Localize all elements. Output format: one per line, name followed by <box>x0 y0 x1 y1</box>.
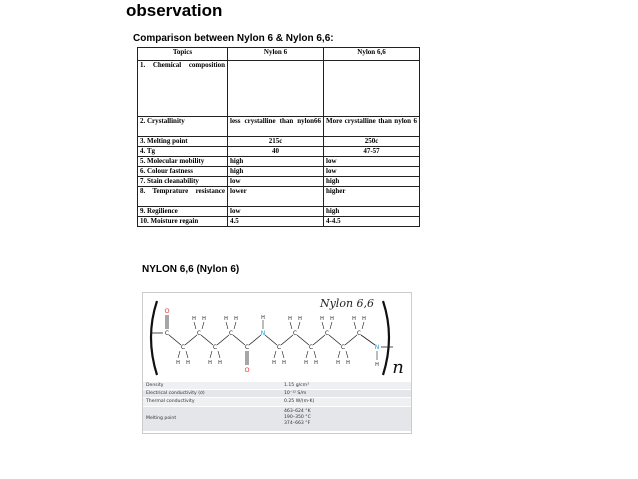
ch-bond <box>354 322 356 329</box>
carbon-atom: C <box>228 330 234 337</box>
table-row <box>138 187 420 207</box>
table-row <box>138 207 420 217</box>
ch-bond <box>186 351 188 358</box>
property-value: 463–624 °K 190–350 °C 374–663 °F <box>284 409 311 426</box>
row-topic: 4. Tg <box>138 147 228 157</box>
property-value: 10⁻¹² S/m <box>284 391 307 396</box>
row-topic: 2. Crystallinity <box>138 117 228 137</box>
backbone-bond <box>345 335 357 345</box>
carbon-atom: C <box>196 330 202 337</box>
header-topics: Topics <box>138 48 228 61</box>
row-nylon66: low <box>324 167 420 177</box>
property-label: Thermal conductivity <box>146 399 195 404</box>
row-topic: 6. Colour fastness <box>138 167 228 177</box>
row-nylon6: low <box>228 177 324 187</box>
ch-bond <box>210 351 212 358</box>
table-row <box>138 137 420 147</box>
ch-bond <box>274 351 276 358</box>
row-nylon6: 4.5 <box>228 217 324 227</box>
property-label: Electrical conductivity (σ) <box>146 391 205 396</box>
row-nylon66: higher <box>324 187 420 207</box>
hydrogen-atom: H <box>208 360 212 366</box>
carbon-atom: C <box>356 330 362 337</box>
comparison-table <box>137 47 420 227</box>
hydrogen-atom: H <box>272 360 276 366</box>
ch-bond <box>306 351 308 358</box>
row-topic: 7. Stain cleanability <box>138 177 228 187</box>
row-nylon66: 47-57 <box>324 147 420 157</box>
row-nylon6: high <box>228 167 324 177</box>
left-bracket-icon <box>151 301 157 375</box>
property-label: Melting point <box>146 416 177 421</box>
carbon-atom: C <box>308 344 314 351</box>
hydrogen-atom: H <box>288 316 292 322</box>
hydrogen-atom: H <box>304 360 308 366</box>
hydrogen-atom: H <box>314 360 318 366</box>
ch-bond <box>234 322 236 329</box>
row-nylon6: less crystalline than nylon66 <box>228 117 324 137</box>
ch-bond <box>362 322 364 329</box>
backbone-bond <box>265 335 277 345</box>
ch-bond <box>202 322 204 329</box>
header-nylon6: Nylon 6 <box>228 48 324 61</box>
oxygen-atom: O <box>164 307 170 315</box>
ch-bond <box>194 322 196 329</box>
row-topic: 1. Chemical composition <box>138 61 228 117</box>
row-nylon66: high <box>324 177 420 187</box>
ch-bond <box>218 351 220 358</box>
row-nylon6: high <box>228 157 324 167</box>
hydrogen-atom: H <box>261 315 265 321</box>
table-row <box>138 177 420 187</box>
ch-bond <box>322 322 324 329</box>
ch-bond <box>346 351 348 358</box>
backbone-bond <box>297 335 309 345</box>
oxygen-atom: O <box>244 366 250 374</box>
ch-bond <box>226 322 228 329</box>
carbon-atom: C <box>212 344 218 351</box>
repeat-subscript: n <box>392 357 404 378</box>
row-topic: 5. Molecular mobility <box>138 157 228 167</box>
table-row <box>138 217 420 227</box>
nylon-structure-figure <box>142 292 412 434</box>
row-nylon6 <box>228 61 324 117</box>
carbon-atom: C <box>292 330 298 337</box>
row-nylon66: low <box>324 157 420 167</box>
hydrogen-atom: H <box>202 316 206 322</box>
table-row <box>138 157 420 167</box>
backbone-bond <box>329 335 341 345</box>
molecule-label: Nylon 6,6 <box>319 297 375 310</box>
hydrogen-atom: H <box>192 316 196 322</box>
row-nylon6: 40 <box>228 147 324 157</box>
header-nylon66: Nylon 6,6 <box>324 48 420 61</box>
backbone-bond <box>249 335 261 345</box>
ch-bond <box>338 351 340 358</box>
backbone-bond <box>361 335 375 345</box>
hydrogen-atom: H <box>375 362 379 368</box>
backbone-bond <box>217 335 229 345</box>
table-row <box>138 61 420 117</box>
table-row <box>138 147 420 157</box>
ch-bond <box>178 351 180 358</box>
hydrogen-atom: H <box>176 360 180 366</box>
carbon-atom: C <box>244 344 250 351</box>
row-topic: 3. Melting point <box>138 137 228 147</box>
hydrogen-atom: H <box>346 360 350 366</box>
ch-bond <box>314 351 316 358</box>
hydrogen-atom: H <box>352 316 356 322</box>
comparison-heading: Comparison between Nylon 6 & Nylon 6,6: <box>133 33 334 44</box>
property-row <box>143 406 411 431</box>
structure-heading: NYLON 6,6 (Nylon 6) <box>142 264 240 275</box>
carbon-atom: C <box>180 344 186 351</box>
ch-bond <box>298 322 300 329</box>
hydrogen-atom: H <box>330 316 334 322</box>
hydrogen-atom: H <box>282 360 286 366</box>
table-header-row <box>138 48 420 61</box>
ch-bond <box>330 322 332 329</box>
hydrogen-atom: H <box>336 360 340 366</box>
row-nylon6: low <box>228 207 324 217</box>
nitrogen-atom: N <box>260 330 266 337</box>
hydrogen-atom: H <box>186 360 190 366</box>
row-nylon66 <box>324 61 420 117</box>
carbon-atom: C <box>340 344 346 351</box>
backbone-bond <box>281 335 293 345</box>
row-nylon66: More crystalline than nylon 6 <box>324 117 420 137</box>
row-topic: 10. Moisture regain <box>138 217 228 227</box>
ch-bond <box>282 351 284 358</box>
carbon-atom: C <box>276 344 282 351</box>
property-value: 0.25 W/(m·K) <box>284 399 315 404</box>
row-topic: 8. Temprature resistance <box>138 187 228 207</box>
row-nylon66: 250c <box>324 137 420 147</box>
property-label: Density <box>146 383 164 388</box>
right-bracket-icon <box>383 301 389 375</box>
row-nylon6: lower <box>228 187 324 207</box>
backbone-bond <box>313 335 325 345</box>
slide-title: observation <box>126 1 223 20</box>
row-nylon66: 4-4.5 <box>324 217 420 227</box>
hydrogen-atom: H <box>320 316 324 322</box>
table-row <box>138 167 420 177</box>
nitrogen-atom: N <box>374 344 380 351</box>
hydrogen-atom: H <box>234 316 238 322</box>
backbone-bond <box>185 335 197 345</box>
backbone-bond <box>169 335 181 345</box>
hydrogen-atom: H <box>218 360 222 366</box>
row-topic: 9. Regilience <box>138 207 228 217</box>
carbon-atom: C <box>164 330 170 337</box>
hydrogen-atom: H <box>224 316 228 322</box>
hydrogen-atom: H <box>298 316 302 322</box>
property-value: 1.15 g/cm³ <box>284 383 309 388</box>
hydrogen-atom: H <box>362 316 366 322</box>
row-nylon6: 215c <box>228 137 324 147</box>
ch-bond <box>290 322 292 329</box>
carbon-atom: C <box>324 330 330 337</box>
backbone-bond <box>201 335 213 345</box>
row-nylon66: high <box>324 207 420 217</box>
backbone-bond <box>233 335 245 345</box>
table-row <box>138 117 420 137</box>
